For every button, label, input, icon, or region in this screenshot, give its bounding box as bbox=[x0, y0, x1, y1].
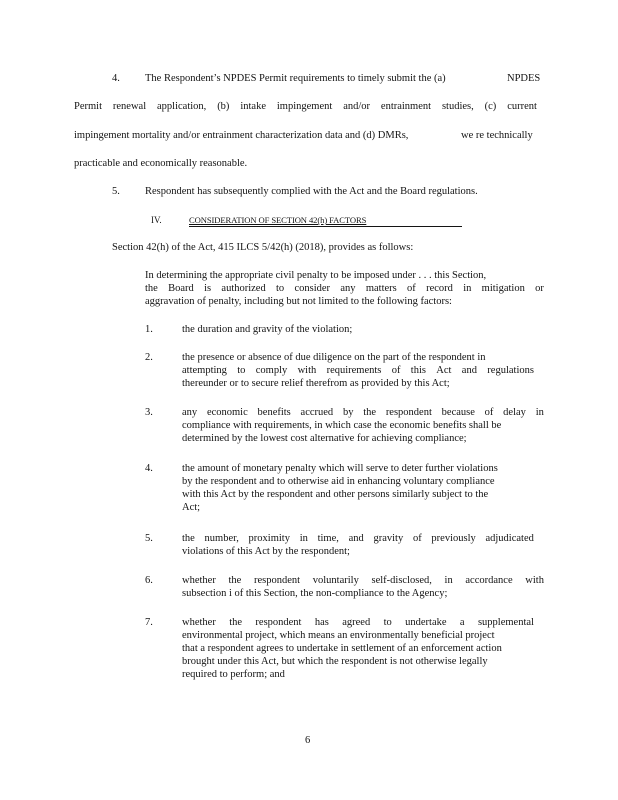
section-heading-rule bbox=[189, 226, 462, 227]
factor-text-line: subsection i of this Section, the non-compliance to the Agency; bbox=[182, 588, 448, 599]
paragraph-4-line-2-word: application, bbox=[157, 101, 207, 112]
intro-text: Section 42(h) of the Act, 415 ILCS 5/42(h) (2018), provides as follows: bbox=[112, 242, 414, 253]
quote-line-2-word: record bbox=[426, 283, 453, 294]
factor-text-line: environmental project, which means an environmentally beneficial project bbox=[182, 630, 495, 641]
quote-line-2-word: any bbox=[340, 283, 356, 294]
quote-line-2-word: or bbox=[535, 283, 544, 294]
quote-line-2-word: in bbox=[463, 283, 472, 294]
quote-line-2-word: authorized bbox=[221, 283, 266, 294]
paragraph-4-line-4: practicable and economically reasonable. bbox=[74, 158, 248, 169]
paragraph-4-line-2 bbox=[74, 101, 537, 113]
quote-line-2-word: matters bbox=[365, 283, 397, 294]
factor-number: 1. bbox=[145, 324, 153, 335]
quote-line-2-word: the bbox=[145, 283, 158, 294]
quote-line-2-word: mitigation bbox=[481, 283, 525, 294]
quote-line-2 bbox=[145, 283, 544, 295]
paragraph-4-line-2-word: entrainment bbox=[380, 101, 432, 112]
paragraph-4-line-1-end: NPDES bbox=[507, 73, 541, 84]
paragraph-4-line-2-word: renewal bbox=[112, 101, 147, 112]
factor-text-line: brought under this Act, but which the respondent is not otherwise legally bbox=[182, 656, 488, 667]
quote-line-2-word: to bbox=[276, 283, 285, 294]
paragraph-4-line-3: impingement mortality and/or entrainment characterization data and (d) DMRs, bbox=[74, 130, 409, 141]
paragraph-4-line-2-word: (c) bbox=[484, 101, 497, 112]
factor-number: 3. bbox=[145, 407, 153, 418]
factor-text-line: determined by the lowest cost alternative for achieving compliance; bbox=[182, 433, 467, 444]
quote-line-3: aggravation of penalty, including but not limited to the following factors: bbox=[145, 296, 452, 307]
paragraph-4-line-3-end: we re technically bbox=[461, 130, 533, 141]
factor-text-line: the number, proximity in time, and gravity of previously adjudicated bbox=[182, 533, 534, 544]
factor-text-line: required to perform; and bbox=[182, 669, 285, 680]
factor-text-line: that a respondent agrees to undertake in settlement of an enforcement action bbox=[182, 643, 502, 654]
section-heading-number: IV. bbox=[151, 215, 162, 225]
factor-number: 7. bbox=[145, 617, 153, 628]
factor-text-line: the presence or absence of due diligence on the part of the respondent in bbox=[182, 352, 486, 363]
factor-text-line: attempting to comply with requirements of this Act and regulations bbox=[182, 365, 534, 376]
factor-text-line: whether the respondent has agreed to undertake a supplemental bbox=[182, 617, 534, 628]
factor-text-line: compliance with requirements, in which case the economic benefits shall be bbox=[182, 420, 502, 431]
quote-line-2-word: is bbox=[204, 283, 212, 294]
paragraph-4-line-1: The Respondent’s NPDES Permit requirements to timely submit the (a) bbox=[145, 73, 446, 84]
factor-text-line: the duration and gravity of the violation; bbox=[182, 324, 353, 335]
factor-text-line: thereunder or to secure relief therefrom as provided by this Act; bbox=[182, 378, 450, 389]
paragraph-4-line-2-word: and/or bbox=[343, 101, 371, 112]
paragraph-4-line-2-word: (b) bbox=[217, 101, 230, 112]
page-number: 6 bbox=[305, 735, 311, 746]
factor-text-line: any economic benefits accrued by the respondent because of delay in bbox=[182, 407, 544, 418]
factor-text-line: by the respondent and to otherwise aid in enhancing voluntary compliance bbox=[182, 476, 495, 487]
paragraph-4-line-2-word: Permit bbox=[74, 101, 102, 112]
quote-line-1: In determining the appropriate civil penalty to be imposed under . . . this Section, bbox=[145, 270, 487, 281]
factor-text-line: the amount of monetary penalty which will serve to deter further violations bbox=[182, 463, 498, 474]
factor-number: 4. bbox=[145, 463, 153, 474]
factor-number: 6. bbox=[145, 575, 153, 586]
quote-line-2-word: Board bbox=[168, 283, 194, 294]
factor-number: 5. bbox=[145, 533, 153, 544]
paragraph-4-line-2-word: impingement bbox=[276, 101, 333, 112]
paragraph-4-line-2-word: current bbox=[507, 101, 537, 112]
section-heading-title: CONSIDERATION OF SECTION 42(h) FACTORS bbox=[189, 215, 367, 225]
paragraph-5-number: 5. bbox=[112, 186, 120, 197]
factor-text-line: with this Act by the respondent and other persons similarly subject to the bbox=[182, 489, 489, 500]
factor-text-line: Act; bbox=[182, 502, 201, 513]
factor-text-line: violations of this Act by the respondent; bbox=[182, 546, 350, 557]
paragraph-5-text: Respondent has subsequently complied with the Act and the Board regulations. bbox=[145, 186, 478, 197]
factor-text-line: whether the respondent voluntarily self-disclosed, in accordance with bbox=[182, 575, 544, 586]
factor-number: 2. bbox=[145, 352, 153, 363]
quote-line-2-word: of bbox=[407, 283, 416, 294]
quote-line-2-word: consider bbox=[294, 283, 331, 294]
paragraph-4-line-2-word: intake bbox=[240, 101, 266, 112]
paragraph-4-line-2-word: studies, bbox=[441, 101, 474, 112]
paragraph-4-number: 4. bbox=[112, 73, 120, 84]
